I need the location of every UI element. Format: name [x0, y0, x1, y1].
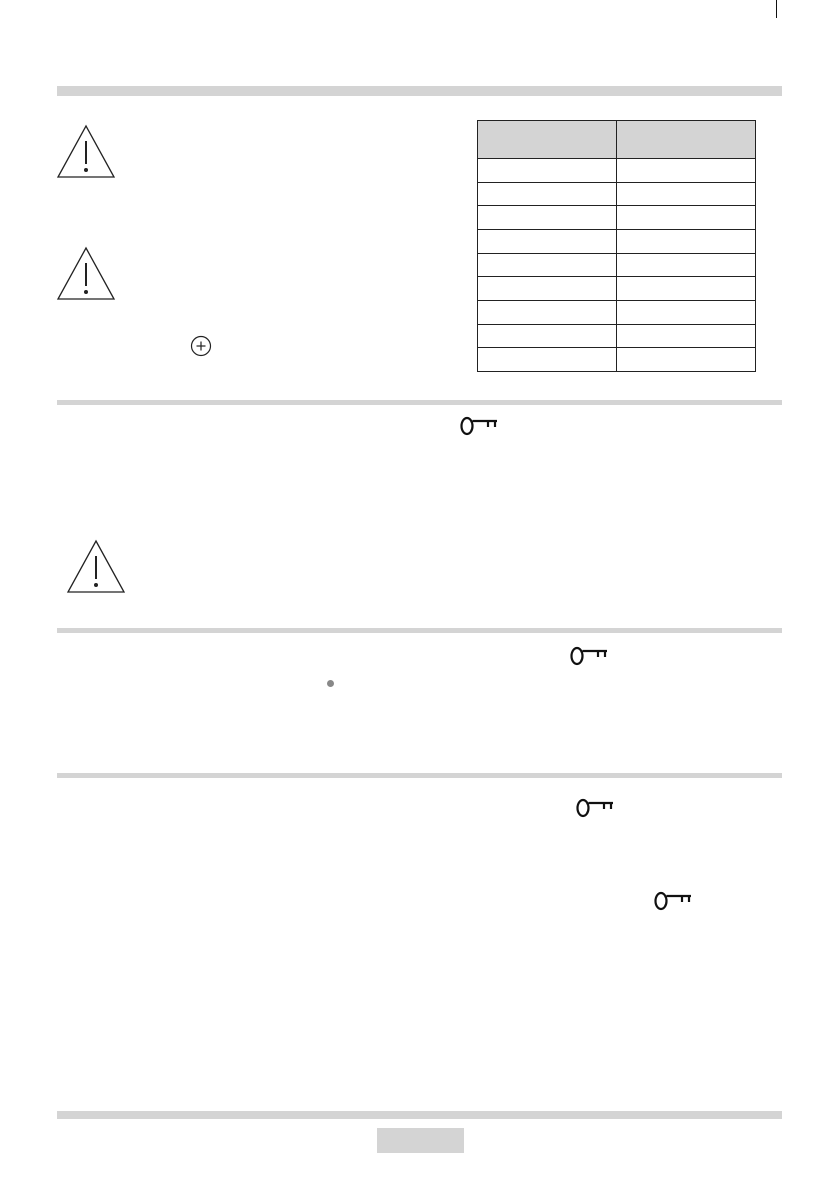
section-divider-3 [57, 628, 782, 633]
table-cell [478, 324, 617, 348]
table-row [478, 300, 756, 324]
table-cell [478, 277, 617, 301]
table-cell [478, 159, 617, 183]
table-cell [617, 300, 756, 324]
footer-divider [57, 1111, 782, 1119]
warning-triangle-icon [56, 246, 116, 301]
table-row [478, 182, 756, 206]
table-cell [617, 206, 756, 230]
table-cell [617, 229, 756, 253]
table-row [478, 348, 756, 372]
table-header-cell [478, 121, 617, 159]
table-row [478, 324, 756, 348]
top-crop-line [776, 0, 777, 18]
warning-triangle-icon [66, 539, 126, 594]
table-cell [617, 253, 756, 277]
child-lock-key-icon [654, 891, 694, 911]
page-number-tab [377, 1128, 464, 1153]
plus-circle-icon [190, 335, 212, 357]
child-lock-key-icon [460, 416, 500, 436]
section-divider-2 [57, 400, 782, 405]
child-lock-key-icon [576, 798, 616, 818]
section-divider-4 [57, 773, 782, 778]
table-cell [478, 229, 617, 253]
table-row [478, 159, 756, 183]
table-row [478, 277, 756, 301]
table-cell [617, 182, 756, 206]
table-row [478, 206, 756, 230]
table-cell [478, 182, 617, 206]
table-header-cell [617, 121, 756, 159]
settings-table [477, 120, 756, 372]
table-cell [478, 348, 617, 372]
table-row [478, 253, 756, 277]
section-divider-1 [57, 86, 782, 96]
table-cell [478, 206, 617, 230]
table-cell [617, 159, 756, 183]
warning-triangle-icon [56, 124, 116, 179]
child-lock-key-icon [570, 646, 610, 666]
table-cell [617, 324, 756, 348]
table-cell [478, 253, 617, 277]
table-header-row [478, 121, 756, 159]
indicator-dot-icon [327, 680, 334, 687]
table-row [478, 229, 756, 253]
table-cell [617, 348, 756, 372]
table-cell [617, 277, 756, 301]
table-cell [478, 300, 617, 324]
